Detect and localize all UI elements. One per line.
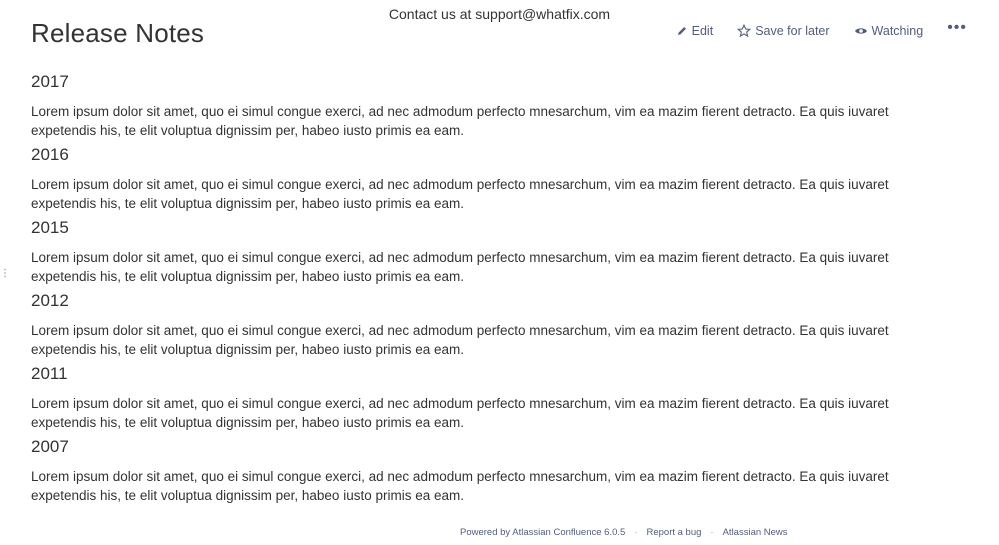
star-icon <box>737 24 751 38</box>
footer-separator: · <box>710 527 714 538</box>
section-text: Lorem ipsum dolor sit amet, quo ei simul congue exerci, ad nec admodum perfecto mnesarchum, vim ea mazim fierent detracto. Ea quis iuvaret expetendis his, te elit voluptua dignissim per, habeo iusto primis ea eam. <box>31 250 889 284</box>
atlassian-news-link[interactable]: Atlassian News <box>722 527 788 538</box>
release-section <box>31 289 951 362</box>
save-for-later-button[interactable] <box>737 24 829 38</box>
pencil-icon <box>676 25 688 37</box>
eye-icon <box>854 25 868 37</box>
watching-label: Watching <box>871 24 924 38</box>
watching-button[interactable] <box>854 24 924 38</box>
release-section <box>31 362 951 435</box>
section-text: Lorem ipsum dolor sit amet, quo ei simul congue exerci, ad nec admodum perfecto mnesarchum, vim ea mazim fierent detracto. Ea quis iuvaret expetendis his, te elit voluptua dignissim per, habeo iusto primis ea eam. <box>31 396 889 430</box>
contact-banner: Contact us at support@whatfix.com <box>388 6 611 22</box>
report-bug-link[interactable]: Report a bug <box>646 527 702 538</box>
edit-label: Edit <box>691 24 714 38</box>
release-section <box>31 216 951 289</box>
release-section <box>31 435 951 508</box>
release-section <box>31 70 951 143</box>
section-year: 2011 <box>31 364 68 383</box>
save-for-later-label: Save for later <box>755 24 830 38</box>
powered-by-text: Powered by Atlassian Confluence 6.0.5 <box>460 527 626 538</box>
section-year: 2007 <box>31 437 69 456</box>
release-section <box>31 143 951 216</box>
page-toolbar <box>652 20 967 42</box>
edit-button[interactable] <box>676 24 714 38</box>
section-year: 2017 <box>31 72 69 91</box>
section-year: 2016 <box>31 145 69 164</box>
section-text: Lorem ipsum dolor sit amet, quo ei simul congue exerci, ad nec admodum perfecto mnesarchum, vim ea mazim fierent detracto. Ea quis iuvaret expetendis his, te elit voluptua dignissim per, habeo iusto primis ea eam. <box>31 469 889 503</box>
page-content <box>31 70 951 508</box>
section-text: Lorem ipsum dolor sit amet, quo ei simul congue exerci, ad nec admodum perfecto mnesarchum, vim ea mazim fierent detracto. Ea quis iuvaret expetendis his, te elit voluptua dignissim per, habeo iusto primis ea eam. <box>31 177 889 211</box>
page-title: Release Notes <box>31 18 205 48</box>
section-year: 2015 <box>31 218 69 237</box>
section-text: Lorem ipsum dolor sit amet, quo ei simul congue exerci, ad nec admodum perfecto mnesarchum, vim ea mazim fierent detracto. Ea quis iuvaret expetendis his, te elit voluptua dignissim per, habeo iusto primis ea eam. <box>31 104 889 138</box>
more-actions-button[interactable]: ••• <box>947 19 967 36</box>
resize-handle-icon[interactable]: ⋮ <box>0 268 10 279</box>
section-text: Lorem ipsum dolor sit amet, quo ei simul congue exerci, ad nec admodum perfecto mnesarchum, vim ea mazim fierent detracto. Ea quis iuvaret expetendis his, te elit voluptua dignissim per, habeo iusto primis ea eam. <box>31 323 889 357</box>
section-year: 2012 <box>31 291 69 310</box>
footer-separator: · <box>634 527 638 538</box>
page-footer <box>460 527 788 538</box>
